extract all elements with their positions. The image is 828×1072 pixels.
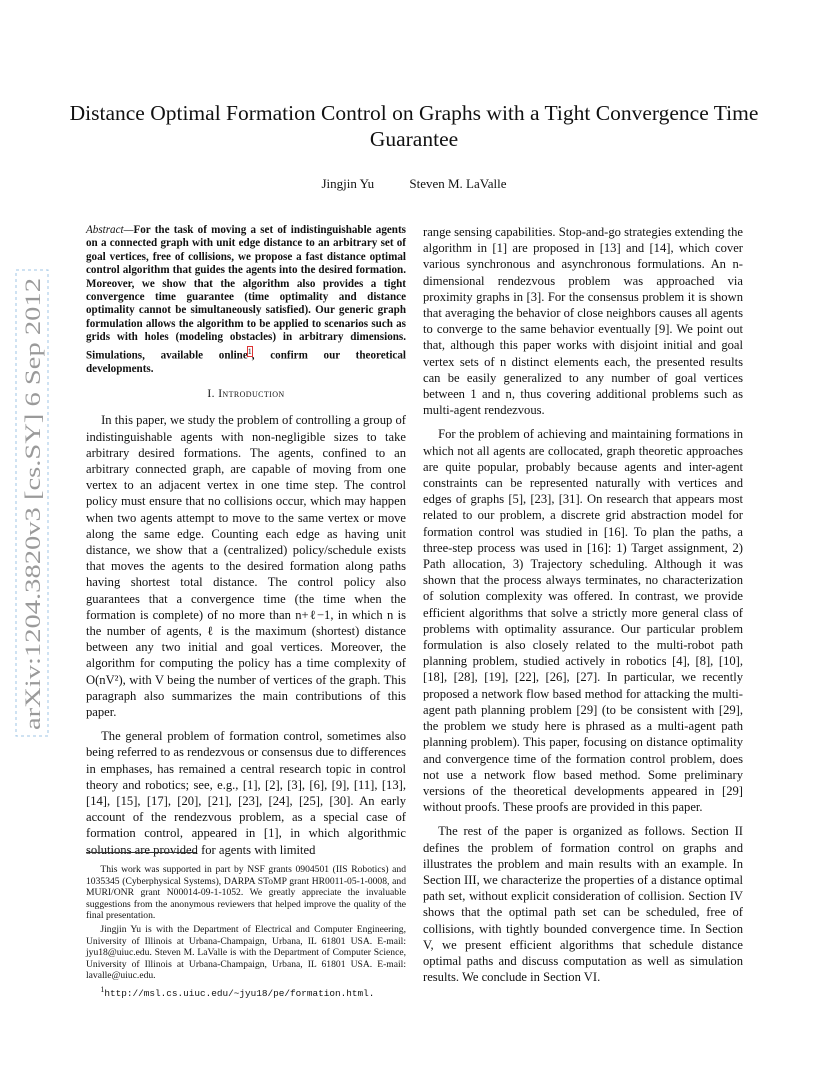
author-name: Jingjin Yu <box>321 176 375 191</box>
body-paragraph: The rest of the paper is organized as follows. Section II defines the problem of formation control on graphs and illustrates the problem and main results with an example. In Section III, we characterize the properties of a distance optimal path set, without explicit consideration of collision. Section IV shows that the optimal path set can be scheduled, free of collisions, with tightly bounded convergence time. In Section V, we present efficient algorithms that schedule distance optimal paths and discuss computation as well as simulation results. We conclude in Section VI. <box>423 824 743 985</box>
abstract-text: For the task of moving a set of indistinguishable agents on a connected graph with unit edge distance to an arbitrary set of goal vertices, free of collisions, we propose a fast distance optimal control algorithm that guides the agents into the desired formation. Moreover, we show that the algorithm also provides a tight convergence time guarantee (time optimality and distance optimality cannot be simultaneously satisfied). Our generic graph formulation allows the algorithm to be applied to scenarios such as grids with holes (modeling obstacles) in arbitrary dimensions. Simulations, available online <box>86 224 406 362</box>
abstract <box>86 224 406 376</box>
section-number: I. <box>207 388 215 401</box>
body-paragraph: The general problem of formation control, sometimes also being referred to as rendezvous or consensus due to differences in emphases, has remained a central research topic in control theory and robotics; see, e.g., [1], [2], [3], [6], [9], [11], [13], [14], [15], [17], [20], [21], [23], [24], [25], [30]. An early account of the rendezvous problem, as a special case of formation control, appeared in [1], in which algorithmic solutions are provided for agents with limited <box>86 729 406 857</box>
footnote: Jingjin Yu is with the Department of Electrical and Computer Engineering, University of Illinois at Urbana-Champaign, Urbana, IL 61801 USA. E-mail: jyu18@uiuc.edu. Steven M. LaValle is with the Department of Computer Science, University of Illinois at Urbana-Champaign, Urbana, IL 61801 USA. E-mail: lavalle@uiuc.edu. <box>86 923 406 982</box>
body-paragraph: In this paper, we study the problem of controlling a group of indistinguishable agents with non-negligible sizes to take arbitrary desired formations. The agents, confined to an arbitrary connected graph, are capable of moving from one vertex to an adjacent vertex in one time step. The control policy must ensure that no collisions occur, which may happen when two agents attempt to move to the same vertex or move along the same edge. Counting each edge as having unit distance, we show that a (centralized) policy/schedule exists that moves the agents to the desired formation along paths having shortest total distance. The control policy also guarantees that a convergence time (the time when the formation is complete) of no more than n+ℓ−1, in which n is the number of agents, ℓ is the maximum (shortest) distance between any two initial and goal vertices. Moreover, the algorithm for computing the policy has a time complexity of O(nV²), with V being the number of vertices of the graph. This paragraph also summarizes the main contributions of this paper. <box>86 413 406 720</box>
right-column <box>423 224 743 993</box>
footnote: This work was supported in part by NSF grants 0904501 (IIS Robotics) and 1035345 (Cyberphysical Systems), DARPA SToMP grant HR0011-05-1-0008, and MURI/ONR grant N00014-09-1-1052. We greatly appreciate the invaluable suggestions from the anonymous reviewers that helped improve the quality of the final presentation. <box>86 864 406 922</box>
abstract-tail: , confirm our theoretical developments. <box>86 349 406 375</box>
paper-title: Distance Optimal Formation Control on Graphs with a Tight Convergence Time Guarantee <box>69 101 759 151</box>
left-column <box>86 224 406 866</box>
arxiv-stamp <box>14 268 50 738</box>
abstract-lead: Abstract— <box>86 224 134 236</box>
body-paragraph: For the problem of achieving and maintaining formations in which not all agents are collocated, graph theoretic approaches are quite popular, probably because agents and inter-agent constraints can be represented naturally with vertices and edges of graphs [5], [23], [31]. On research that appears most related to our problem, a discrete grid abstraction model for formation control was studied in [16]. To plan the paths, a three-step process was used in [16]: 1) Target assignment, 2) Path allocation, 3) Trajectory scheduling. Although it was shown that the process always terminates, no characterization of solution complexity was offered. In contrast, we provide efficient algorithms that solve a strictly more general class of problems with optimality assurance. Our particular problem formulation is also closely related to the multi-robot path planning problem, studied actively in robotics [4], [8], [10], [18], [28], [19], [22], [26], [27]. In particular, we recently proposed a network flow based method for attacking the multi-agent path planning problem [29] (to be consistent with [29], the problem we study here is phrased as a multi-agent path planning problem). This paper, focusing on distance optimality and convergence time of the formation control problem, does not use a network flow based method. Some preliminary versions of the theoretical developments appeared in [29] without proofs. These proofs are provided in this paper. <box>423 427 743 815</box>
body-paragraph: range sensing capabilities. Stop-and-go strategies extending the algorithm in [1] are proposed in [13] and [14], which cover various synchronous and asynchronous formulations. An n-dimensional rendezvous problem was approached via proximity graphs in [3]. For the consensus problem it is shown that averaging the behavior of close neighbors causes all agents to converge to the same behavior eventually [9]. We point out that, although this paper works with disjoint initial and goal vertex sets of n distinct elements each, the presented results can be easily generalized to any number of goal vertices between 1 and n, thus covering additional problems such as multi-agent rendezvous. <box>423 225 744 418</box>
footnote-mark: 1 <box>100 984 105 994</box>
footnote-url[interactable]: http://msl.cs.uiuc.edu/~jyu18/pe/formation.html. <box>104 988 375 1000</box>
footnote-rule <box>86 852 196 853</box>
section-title: Introduction <box>218 388 285 401</box>
section-heading <box>86 386 406 402</box>
footnote-link[interactable]: 1 <box>247 346 252 356</box>
arxiv-stamp-text: arXiv:1204.3820v3 [cs.SY] 6 Sep 2012 <box>20 373 45 730</box>
footnote-url-line <box>86 984 406 1000</box>
footnotes <box>86 864 406 1002</box>
author-name: Steven M. LaValle <box>409 176 507 191</box>
author-list <box>0 176 828 192</box>
